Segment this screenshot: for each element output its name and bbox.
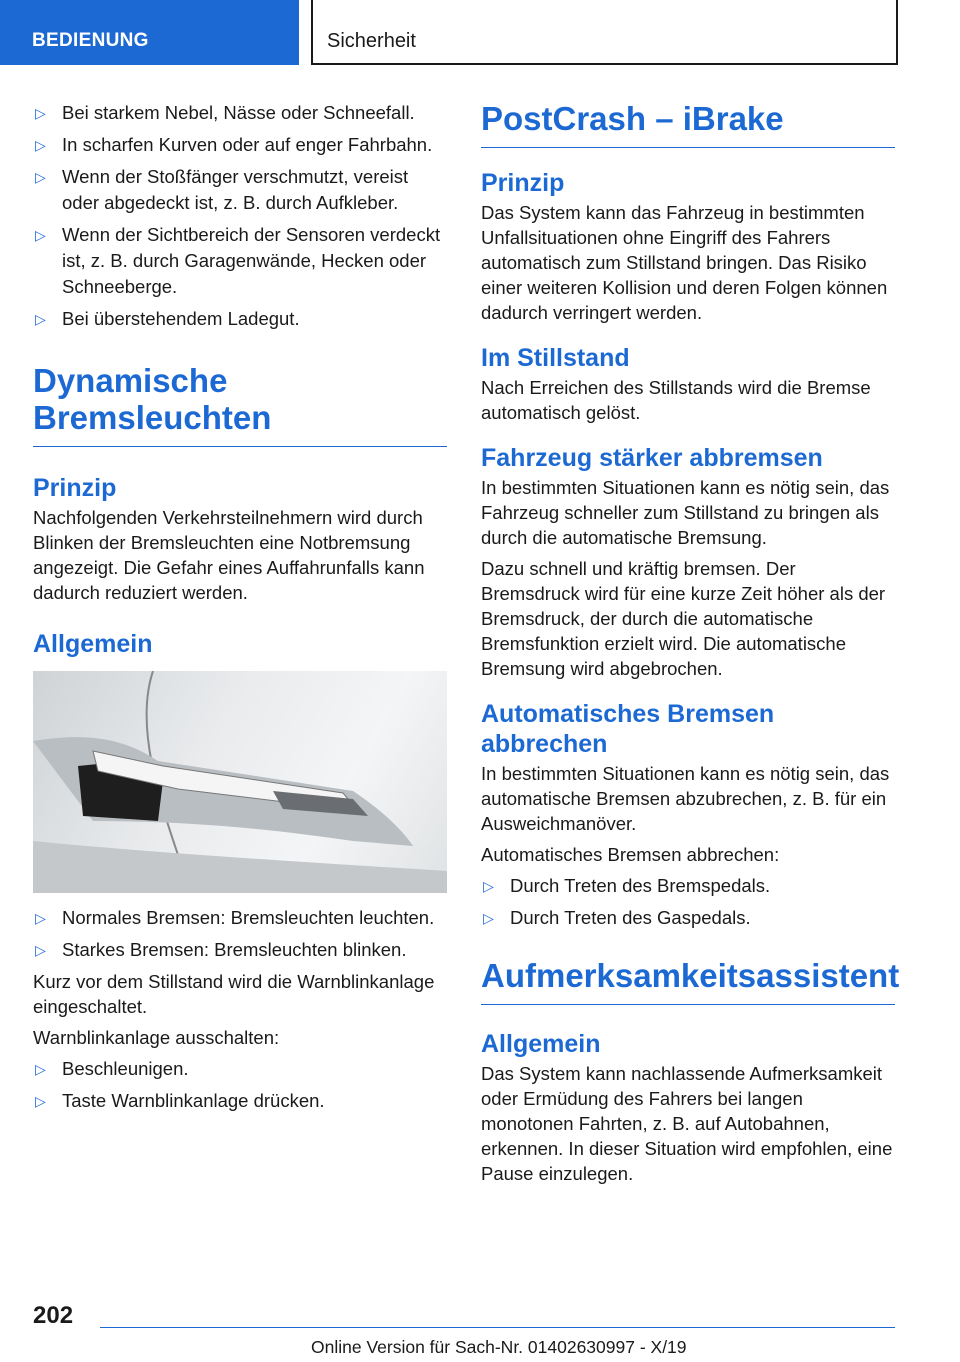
- list-item: ▷ In scharfen Kurven oder auf enger Fahrbahn.: [33, 132, 447, 158]
- heading-principle: Prinzip: [33, 474, 117, 502]
- list-item: ▷ Beschleunigen.: [33, 1056, 447, 1082]
- list-item: ▷ Wenn der Stoßfänger verschmutzt, vereist oder abgedeckt ist, z. B. durch Aufkleber.: [35, 166, 409, 213]
- right-column: [481, 100, 900, 1192]
- brake-light-illustration: [33, 671, 447, 893]
- triangle-bullet-icon: ▷: [35, 169, 46, 185]
- paragraph: Automatisches Bremsen abbrechen:: [481, 844, 780, 865]
- triangle-bullet-icon: ▷: [35, 910, 46, 926]
- section-label: BEDIENUNG: [32, 30, 149, 51]
- section-title-postcrash: PostCrash – iBrake: [481, 100, 895, 148]
- heading-general: Allgemein: [33, 630, 153, 658]
- heading-standstill: Im Stillstand: [481, 344, 630, 372]
- list-item: ▷ Wenn der Sichtbereich der Sensoren verdeckt ist, z. B. durch Garagenwände, Hecken oder Schneeberge.: [35, 224, 441, 297]
- left-column: [33, 100, 447, 1120]
- heading-general: Allgemein: [481, 1030, 601, 1058]
- triangle-bullet-icon: ▷: [483, 878, 494, 894]
- heading-cancel-braking: Automatisches Bremsen abbrechen: [481, 700, 775, 758]
- paragraph: In bestimmten Situationen kann es nötig sein, das Fahrzeug schneller zum Stillstand zu bringen als durch die automatische Bremsung.: [481, 477, 890, 548]
- list-item: ▷ Bei überstehendem Ladegut.: [33, 306, 447, 332]
- list-item: ▷ Durch Treten des Gaspedals.: [481, 905, 895, 931]
- section-title-dynamic-brake-lights: Dynamische Bremsleuchten: [33, 362, 447, 447]
- paragraph: Dazu schnell und kräftig bremsen. Der Bremsdruck wird für eine kurze Zeit höher als der Bremsdruck, der durch die automatische Bremsfunktion erzielt wird. Die automatische Bremsung wird abgebrochen.: [481, 558, 886, 679]
- footer-divider: [100, 1327, 895, 1328]
- triangle-bullet-icon: ▷: [483, 910, 494, 926]
- paragraph: Kurz vor dem Stillstand wird die Warnblinkanlage eingeschaltet.: [33, 971, 435, 1017]
- section-title-attention-assistant: Aufmerksamkeitsassistent: [481, 957, 895, 1005]
- triangle-bullet-icon: ▷: [35, 1061, 46, 1077]
- list-item: ▷ Durch Treten des Bremspedals.: [481, 873, 895, 899]
- principle-text: Nachfolgenden Verkehrsteilnehmern wird durch Blinken der Bremsleuchten eine Notbremsung angezeigt. Die Gefahr eines Auffahrunfalls kann dadurch reduziert werden.: [33, 507, 425, 603]
- paragraph: Warnblinkanlage ausschalten:: [33, 1027, 280, 1048]
- page-number: 202: [33, 1302, 74, 1329]
- triangle-bullet-icon: ▷: [35, 137, 46, 153]
- list-item: ▷ Normales Bremsen: Bremsleuchten leuchten.: [33, 905, 447, 931]
- list-item: ▷ Taste Warnblinkanlage drücken.: [33, 1088, 447, 1114]
- general-text: Das System kann nachlassende Aufmerksamkeit oder Ermüdung des Fahrers bei langen monotonen Fahrten, z. B. auf Autobahnen, erkennen. In dieser Situation wird empfohlen, eine Pause einzulegen.: [481, 1063, 893, 1184]
- chapter-header: [311, 0, 898, 65]
- triangle-bullet-icon: ▷: [35, 227, 46, 243]
- principle-text: Das System kann das Fahrzeug in bestimmten Unfallsituationen ohne Eingriff des Fahrers automatisch zum Stillstand bringen. Das Risiko einer weiteren Kollision und deren Folgen können dadurch verringert werden.: [481, 202, 888, 323]
- paragraph: In bestimmten Situationen kann es nötig sein, das automatische Bremsen abzubrechen, z. B. für ein Ausweichmanöver.: [481, 763, 890, 834]
- triangle-bullet-icon: ▷: [35, 105, 46, 121]
- section-tab: [0, 0, 299, 65]
- footer-version: Online Version für Sach-Nr. 01402630997 - X/19: [311, 1337, 687, 1357]
- list-item: ▷ Starkes Bremsen: Bremsleuchten blinken.: [33, 937, 447, 963]
- triangle-bullet-icon: ▷: [35, 311, 46, 327]
- triangle-bullet-icon: ▷: [35, 942, 46, 958]
- heading-stronger-braking: Fahrzeug stärker abbremsen: [481, 444, 823, 472]
- standstill-text: Nach Erreichen des Stillstands wird die Bremse automatisch gelöst.: [481, 377, 871, 423]
- list-item: ▷ Bei starkem Nebel, Nässe oder Schneefall.: [33, 100, 447, 126]
- triangle-bullet-icon: ▷: [35, 1093, 46, 1109]
- heading-principle: Prinzip: [481, 169, 565, 197]
- chapter-label: Sicherheit: [327, 30, 416, 52]
